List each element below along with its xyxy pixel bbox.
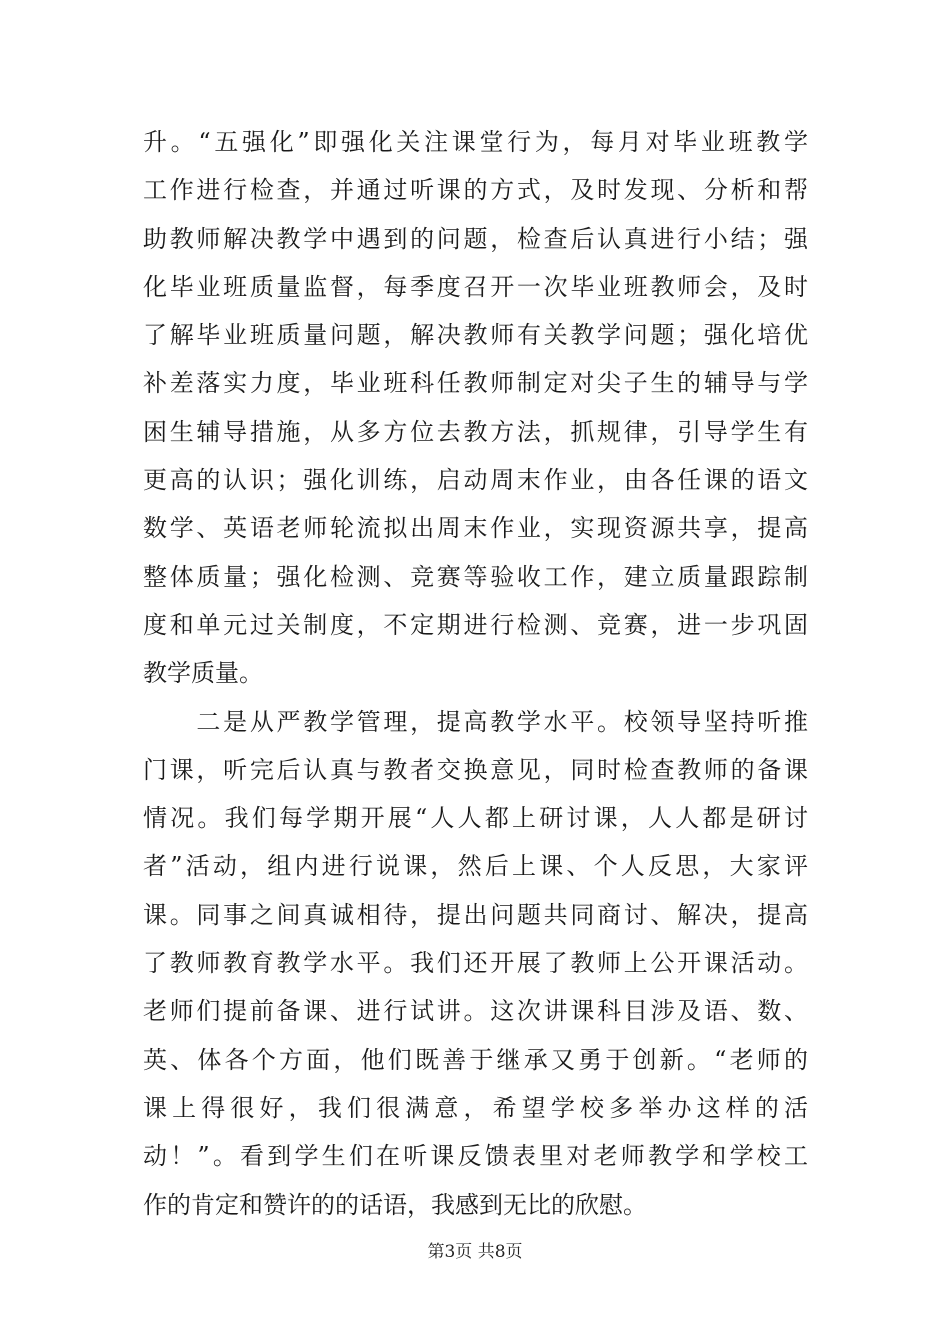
text-line: 教学质量。 <box>143 659 263 688</box>
text-line: 门课，听完后认真与教者交换意见，同时检查教师的备课 <box>143 755 808 784</box>
text-line: 助教师解决教学中遇到的问题，检查后认真进行小结；强 <box>143 224 808 253</box>
text-line: 了解毕业班质量问题，解决教师有关教学问题；强化培优 <box>143 321 808 350</box>
text-line: 二是从严教学管理，提高教学水平。校领导坚持听推 <box>143 707 808 736</box>
text-line: 老师们提前备课、进行试讲。这次讲课科目涉及语、数、 <box>143 997 808 1026</box>
text-line: 数学、英语老师轮流拟出周末作业，实现资源共享，提高 <box>143 514 808 543</box>
text-line: 更高的认识；强化训练，启动周末作业，由各任课的语文 <box>143 466 808 495</box>
text-line: 整体质量；强化检测、竞赛等验收工作，建立质量跟踪制 <box>143 562 808 591</box>
text-line: 课。同事之间真诚相待，提出问题共同商讨、解决，提高 <box>143 900 808 929</box>
text-line: 困生辅导措施，从多方位去教方法，抓规律，引导学生有 <box>143 417 808 446</box>
text-line: 补差落实力度，毕业班科任教师制定对尖子生的辅导与学 <box>143 369 808 398</box>
text-line: 化毕业班质量监督，每季度召开一次毕业班教师会，及时 <box>143 272 808 301</box>
body-text <box>143 118 808 1229</box>
text-line: 课上得很好，我们很满意，希望学校多举办这样的活 <box>143 1093 808 1122</box>
text-line: 动！”。看到学生们在听课反馈表里对老师教学和学校工 <box>143 1142 808 1171</box>
text-line: 英、体各个方面，他们既善于继承又勇于创新。“老师的 <box>143 1045 808 1074</box>
text-line: 作的肯定和赞许的的话语，我感到无比的欣慰。 <box>143 1190 647 1219</box>
text-line: 者”活动，组内进行说课，然后上课、个人反思，大家评 <box>143 852 808 881</box>
text-line: 情况。我们每学期开展“人人都上研讨课，人人都是研讨 <box>143 804 808 833</box>
text-line: 升。“五强化”即强化关注课堂行为，每月对毕业班教学 <box>143 128 808 156</box>
text-line: 了教师教育教学水平。我们还开展了教师上公开课活动。 <box>143 949 808 978</box>
page-footer: 第3页 共8页 <box>427 1242 523 1262</box>
text-line: 工作进行检查，并通过听课的方式，及时发现、分析和帮 <box>143 176 808 205</box>
text-line: 度和单元过关制度，不定期进行检测、竞赛，进一步巩固 <box>143 610 808 639</box>
